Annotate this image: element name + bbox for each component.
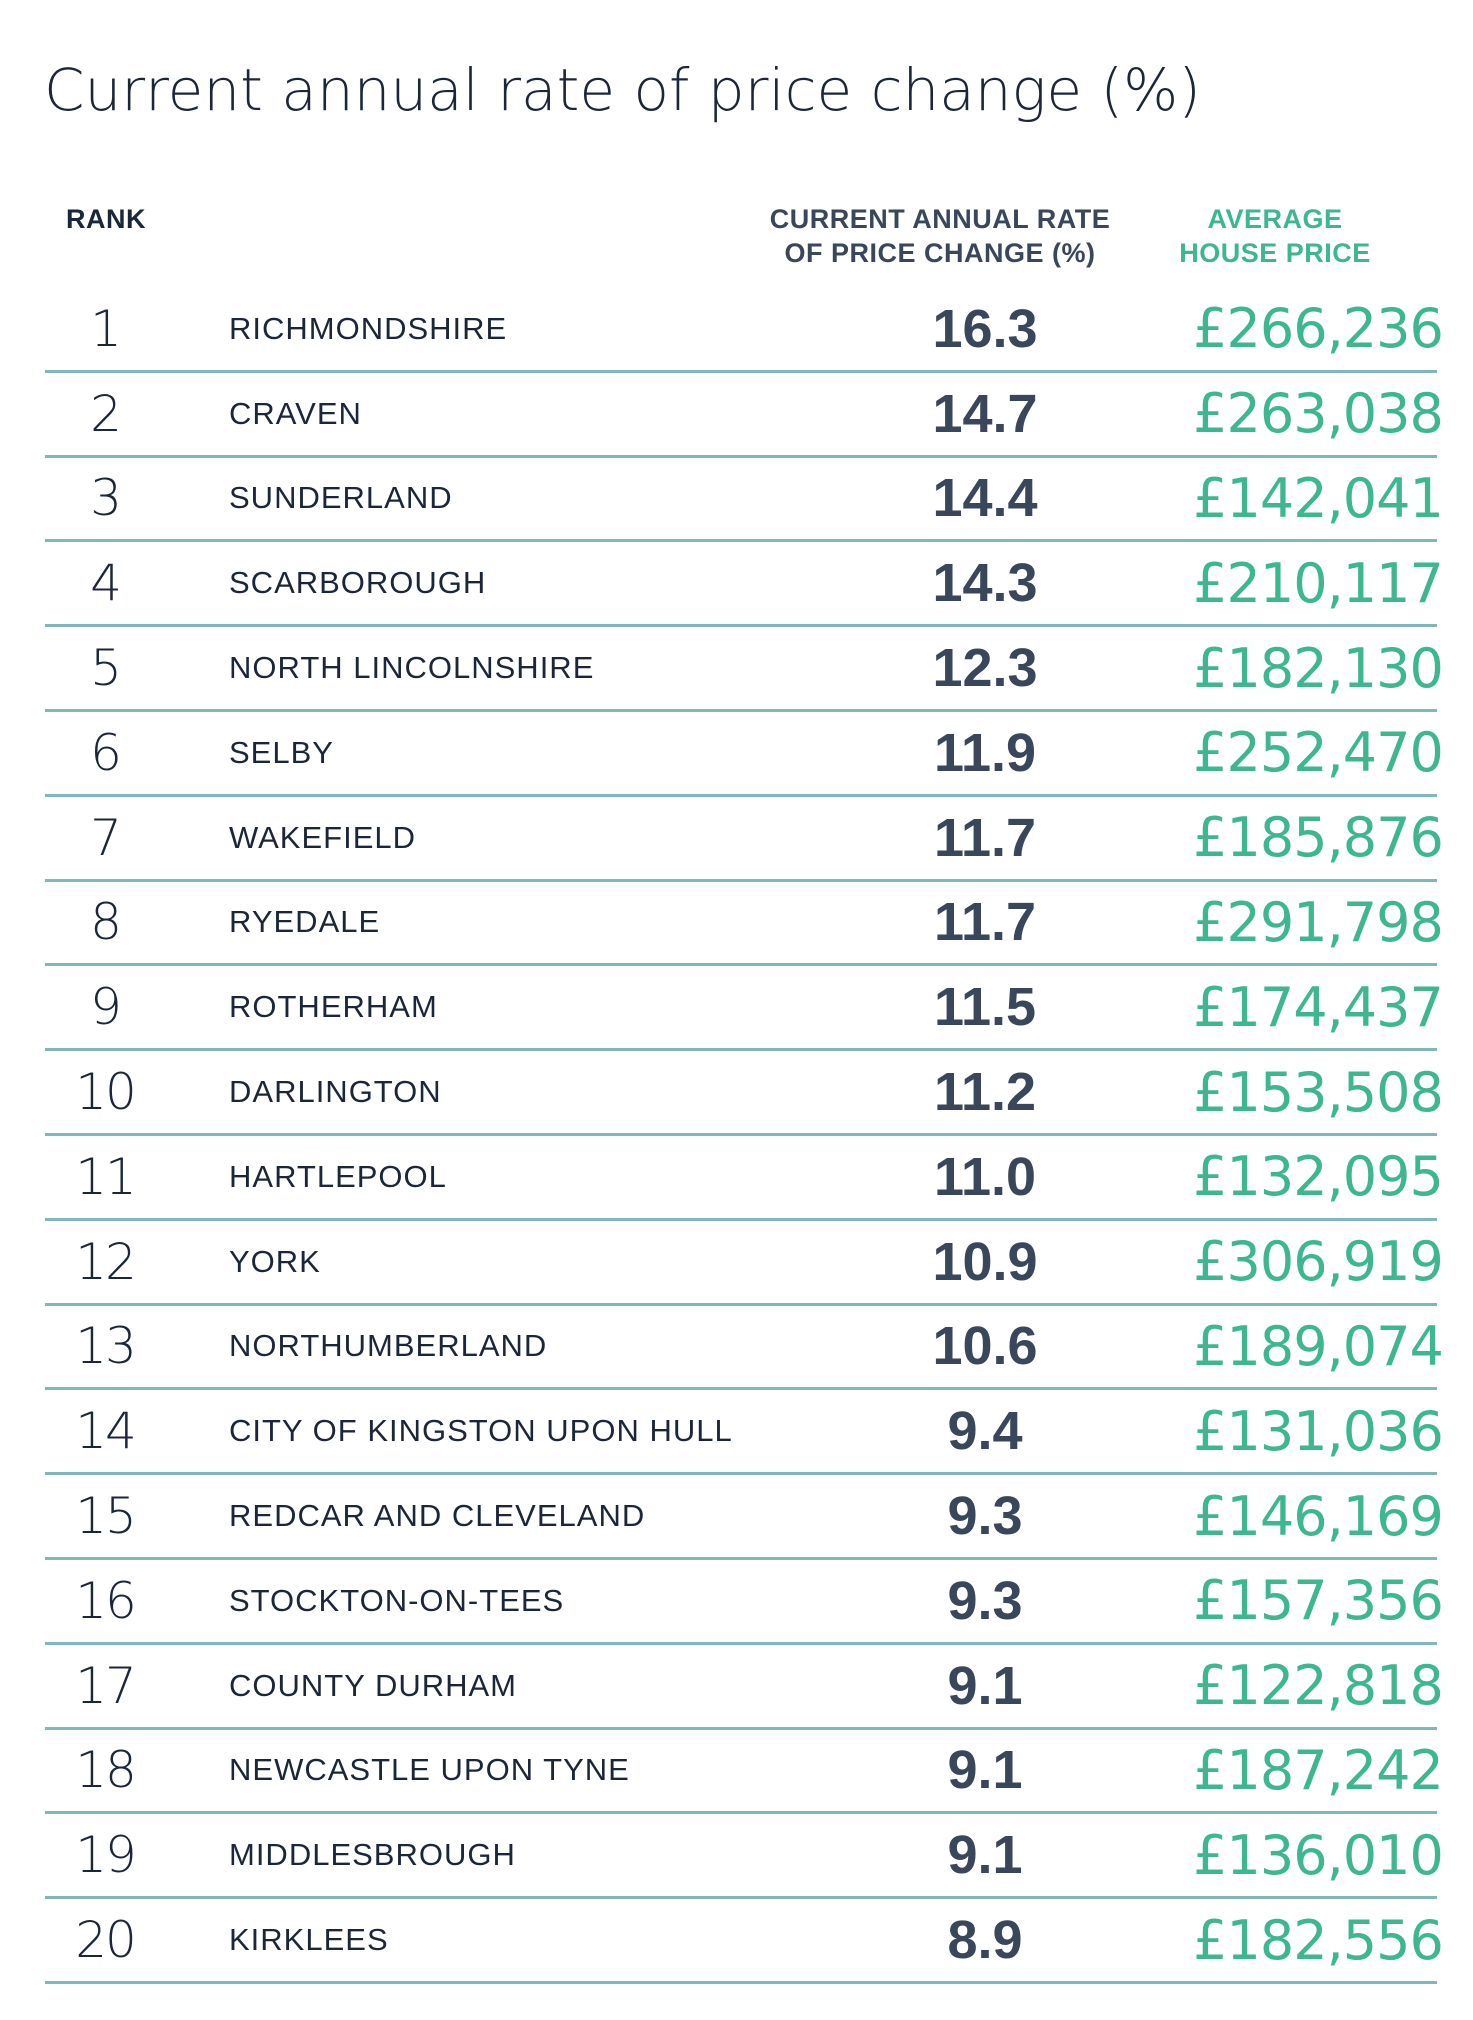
table-row [45, 966, 1443, 1051]
rate-header-line2: OF PRICE CHANGE (%) [784, 238, 1096, 268]
rate-cell: 11.0 [933, 1146, 1037, 1207]
area-name-cell: YORK [229, 1243, 321, 1279]
table-row [45, 373, 1443, 458]
table-row [45, 458, 1443, 543]
table-row [45, 1560, 1443, 1645]
price-cell: £185,876 [1193, 806, 1443, 870]
price-cell: £136,010 [1193, 1823, 1443, 1887]
rate-header-line1: CURRENT ANNUAL RATE [769, 204, 1111, 234]
table-row [45, 1730, 1443, 1815]
area-name-cell: MIDDLESBROUGH [229, 1837, 516, 1873]
area-name-cell: RICHMONDSHIRE [229, 310, 508, 346]
table-row [45, 1645, 1443, 1730]
rank-cell: 17 [75, 1656, 135, 1715]
rank-cell: 15 [75, 1487, 135, 1546]
rank-cell: 13 [75, 1317, 135, 1376]
rank-cell: 16 [75, 1571, 135, 1630]
table-row [45, 1814, 1443, 1899]
price-header-line2: HOUSE PRICE [1179, 238, 1371, 268]
area-name-cell: CITY OF KINGSTON UPON HULL [229, 1413, 733, 1449]
table-row [45, 1136, 1443, 1221]
area-name-cell: SUNDERLAND [229, 480, 453, 516]
area-name-cell: REDCAR AND CLEVELAND [229, 1498, 646, 1534]
price-cell: £153,508 [1193, 1060, 1443, 1124]
rate-cell: 16.3 [932, 298, 1038, 359]
rate-cell: 11.7 [933, 807, 1037, 868]
area-name-cell: DARLINGTON [229, 1074, 442, 1110]
rate-cell: 8.9 [947, 1910, 1023, 1971]
rate-cell: 9.3 [947, 1570, 1023, 1631]
rate-cell: 11.7 [933, 892, 1037, 953]
table-row [45, 627, 1443, 712]
price-cell: £182,130 [1193, 636, 1443, 700]
price-cell: £210,117 [1193, 551, 1443, 615]
table-row [45, 1221, 1443, 1306]
rate-cell: 9.1 [947, 1825, 1023, 1886]
area-name-cell: RYEDALE [229, 904, 381, 940]
rank-cell: 19 [75, 1826, 135, 1885]
ranking-table [45, 288, 1443, 1984]
rank-cell: 10 [75, 1063, 135, 1122]
price-cell: £187,242 [1193, 1738, 1443, 1802]
rate-cell: 9.1 [947, 1740, 1023, 1801]
price-cell: £131,036 [1193, 1399, 1443, 1463]
column-header-rate [760, 202, 1120, 270]
page-title: Current annual rate of price change (%) [44, 56, 1201, 124]
rank-cell: 5 [90, 639, 120, 698]
price-cell: £266,236 [1193, 297, 1443, 361]
column-header-price [1130, 202, 1420, 270]
price-cell: £157,356 [1193, 1569, 1443, 1633]
price-header-line1: AVERAGE [1207, 204, 1343, 234]
rate-cell: 10.6 [932, 1316, 1038, 1377]
rank-cell: 1 [90, 299, 120, 358]
price-cell: £182,556 [1193, 1908, 1443, 1972]
price-cell: £291,798 [1193, 890, 1443, 954]
rate-cell: 14.7 [932, 383, 1038, 444]
price-cell: £146,169 [1193, 1484, 1443, 1548]
rank-cell: 11 [75, 1147, 135, 1206]
rate-cell: 12.3 [932, 638, 1038, 699]
rate-cell: 9.1 [947, 1655, 1023, 1716]
table-row [45, 1475, 1443, 1560]
rank-cell: 8 [90, 893, 120, 952]
price-cell: £132,095 [1193, 1145, 1443, 1209]
area-name-cell: STOCKTON-ON-TEES [229, 1582, 565, 1618]
rate-cell: 9.4 [947, 1401, 1023, 1462]
rank-cell: 9 [90, 978, 120, 1037]
rank-cell: 7 [90, 808, 120, 867]
rank-cell: 14 [75, 1402, 135, 1461]
rate-cell: 11.2 [933, 1062, 1037, 1123]
area-name-cell: SCARBOROUGH [229, 565, 487, 601]
area-name-cell: NORTH LINCOLNSHIRE [229, 650, 595, 686]
rank-cell: 3 [90, 469, 120, 528]
table-row [45, 288, 1443, 373]
table-row [45, 1306, 1443, 1391]
area-name-cell: KIRKLEES [229, 1922, 389, 1958]
area-name-cell: CRAVEN [229, 395, 362, 431]
table-row [45, 712, 1443, 797]
rank-cell: 6 [90, 723, 120, 782]
price-cell: £189,074 [1193, 1314, 1443, 1378]
rank-cell: 12 [75, 1232, 135, 1291]
area-name-cell: ROTHERHAM [229, 989, 438, 1025]
table-row [45, 1390, 1443, 1475]
rank-cell: 2 [90, 384, 120, 443]
rank-cell: 4 [90, 554, 120, 613]
rate-cell: 14.3 [932, 553, 1038, 614]
rate-cell: 11.5 [933, 977, 1037, 1038]
rank-header-label: RANK [66, 204, 146, 234]
rate-cell: 14.4 [932, 468, 1038, 529]
rate-cell: 10.9 [932, 1231, 1038, 1292]
table-row [45, 542, 1443, 627]
table-row [45, 797, 1443, 882]
table-row [45, 1051, 1443, 1136]
area-name-cell: HARTLEPOOL [229, 1158, 447, 1194]
rank-cell: 18 [75, 1741, 135, 1800]
area-name-cell: WAKEFIELD [229, 819, 416, 855]
area-name-cell: SELBY [229, 734, 334, 770]
price-cell: £174,437 [1193, 975, 1443, 1039]
price-cell: £263,038 [1193, 382, 1443, 446]
price-cell: £142,041 [1193, 466, 1443, 530]
price-cell: £306,919 [1193, 1230, 1443, 1294]
table-row [45, 882, 1443, 967]
table-row [45, 1899, 1443, 1984]
rate-cell: 11.9 [933, 722, 1037, 783]
area-name-cell: COUNTY DURHAM [229, 1667, 517, 1703]
area-name-cell: NEWCASTLE UPON TYNE [229, 1752, 630, 1788]
rank-cell: 20 [75, 1911, 135, 1970]
price-cell: £122,818 [1193, 1654, 1443, 1718]
area-name-cell: NORTHUMBERLAND [229, 1328, 548, 1364]
price-cell: £252,470 [1193, 721, 1443, 785]
column-header-rank [66, 202, 146, 236]
rate-cell: 9.3 [947, 1486, 1023, 1547]
